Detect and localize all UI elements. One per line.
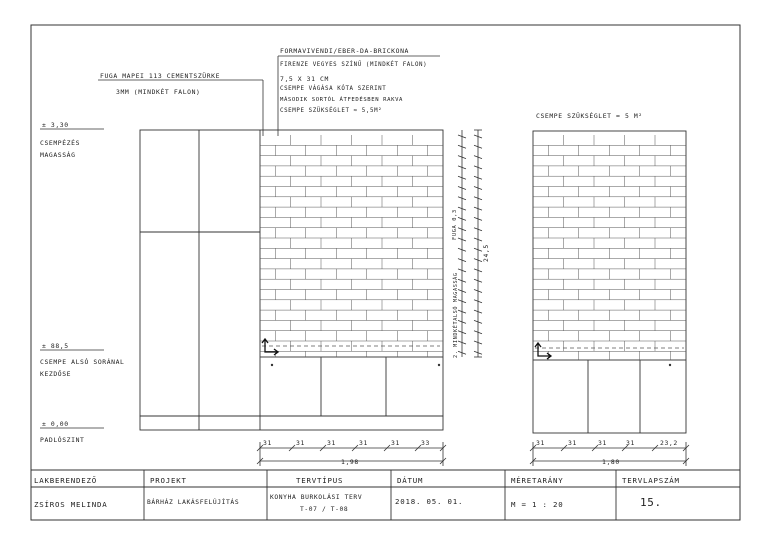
level-top-label: CSEMPÉZÉS <box>40 139 81 147</box>
tile-note-line2: FIRENZE VEGYES SZÍNŰ (MINDKÉT FALON) <box>280 62 428 68</box>
tb-date-value: 2018. 05. 01. <box>395 497 464 506</box>
dim-right-seg-1: 31 <box>536 439 545 447</box>
tile-note-line4: CSEMPE VÁGÁSA KÓTA SZERINT <box>280 86 387 92</box>
vertical-fuga-label: FUGA 0,3 <box>452 209 458 240</box>
dim-left-seg-3: 31 <box>327 439 336 447</box>
tb-header-sheet-number: TERVLAPSZÁM <box>622 476 680 485</box>
vertical-dimension-chain <box>458 130 482 357</box>
dim-left-seg-2: 31 <box>296 439 305 447</box>
tile-note-line6: CSEMPE SZÜKSÉGLET ≈ 5,5M² <box>280 108 383 114</box>
vertical-height-label: 24,5 <box>482 244 490 262</box>
level-top-label2: MAGASSÁG <box>40 151 76 159</box>
level-top-mark: ± 3,30 <box>42 121 69 129</box>
left-start-arrow-icon <box>262 339 278 355</box>
right-small-mark <box>669 364 671 366</box>
tb-sheet-number-value: 15. <box>640 496 662 509</box>
dim-left-seg-4: 31 <box>359 439 368 447</box>
tile-note-line3: 7,5 X 31 CM <box>280 75 329 83</box>
tb-designer-name: ZSÍROS MELINDA <box>34 500 108 509</box>
level-markers <box>40 129 104 428</box>
tb-header-plan-type: TERVTÍPUS <box>296 476 344 485</box>
level-mid-mark: ± 88,5 <box>42 342 69 350</box>
left-small-marks <box>271 364 440 366</box>
left-wall-elevation <box>140 130 443 430</box>
grout-note-line1: FUGA MAPEI 113 CEMENTSZÜRKE <box>100 72 221 80</box>
level-mid-label: CSEMPE ALSÓ SORÁNAL <box>40 358 125 366</box>
tb-project-name: BÁRHÁZ LAKÁSFELÚJÍTÁS <box>147 499 240 506</box>
right-start-arrow-icon <box>535 343 551 359</box>
grout-note-line2: 3MM (MINDKÉT FALON) <box>116 88 201 96</box>
tb-header-scale: MÉRETARÁNY <box>511 476 564 485</box>
dim-right-seg-5: 23,2 <box>660 439 678 447</box>
right-wall-brick-pattern <box>533 135 686 360</box>
level-bottom-label: PADLÓSZINT <box>40 436 85 444</box>
tile-note-line1: FORMAVIVENDI/EBER-DA-BRICKONA <box>280 47 409 55</box>
tile-note-line5: MÁSODIK SORTÓL ÁTFEDÉSBEN RAKVA <box>280 97 403 103</box>
dim-right-seg-3: 31 <box>598 439 607 447</box>
level-mid-label2: KEZDŐSE <box>40 370 72 378</box>
tb-header-date: DÁTUM <box>397 476 424 485</box>
vertical-dimension-label: 2. MINDKÉTALSÓ MAGASSÁG <box>453 272 459 358</box>
dim-left-seg-1: 31 <box>263 439 272 447</box>
dim-right-seg-4: 31 <box>626 439 635 447</box>
dim-left-total: 1,98 <box>341 458 359 466</box>
right-wall-tile-need: CSEMPE SZÜKSÉGLET ≈ 5 M² <box>536 112 643 120</box>
dim-left-seg-5: 31 <box>391 439 400 447</box>
left-wall-brick-pattern <box>260 135 443 357</box>
annotation-leaders <box>98 56 440 136</box>
dim-left-seg-6: 33 <box>421 439 430 447</box>
tb-scale-value: M = 1 : 20 <box>511 500 564 509</box>
level-bottom-mark: ± 0,00 <box>42 420 69 428</box>
dim-right-seg-2: 31 <box>568 439 577 447</box>
tb-plan-type-extra: T-07 / T-08 <box>300 506 349 513</box>
tb-plan-type-value: KONYHA BURKOLÁSI TERV <box>270 494 363 501</box>
tb-header-project: PROJEKT <box>150 476 187 485</box>
tb-header-designer: LAKBERENDEZŐ <box>34 476 97 485</box>
dim-right-total: 1,80 <box>602 458 620 466</box>
